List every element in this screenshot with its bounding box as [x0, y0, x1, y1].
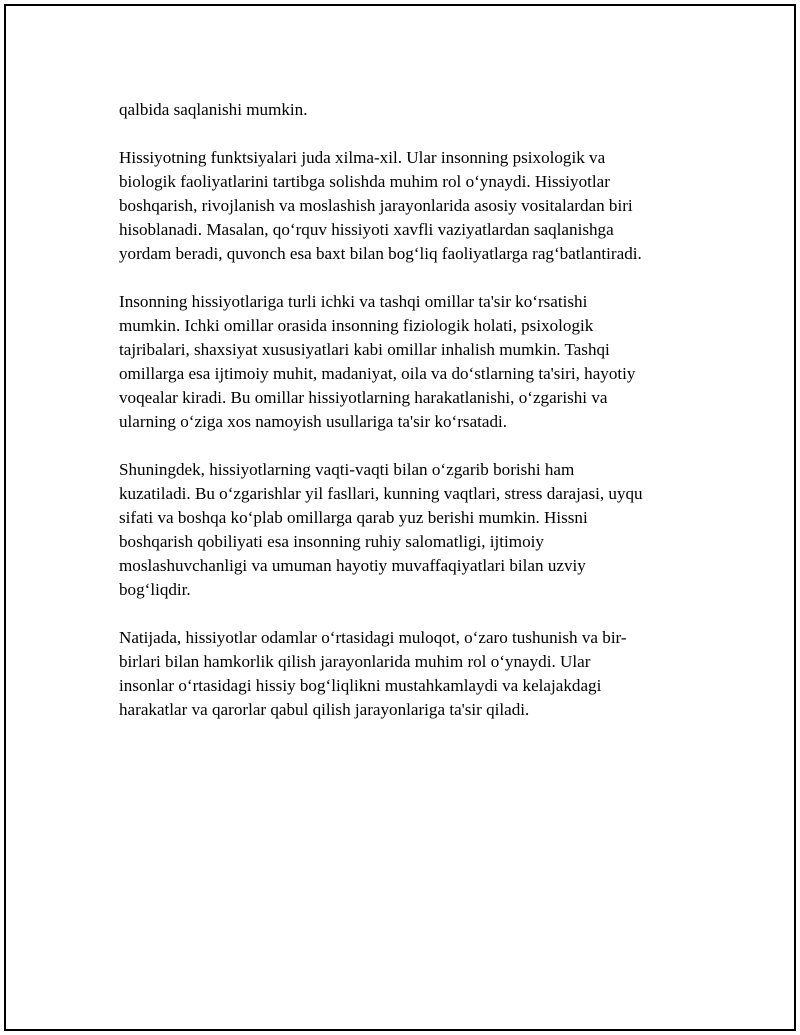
- text-line: mumkin. Ichki omillar orasida insonning fiziologik holati, psixologik: [119, 316, 594, 335]
- text-line: bog‘liqdir.: [119, 580, 191, 599]
- text-line: boshqarish, rivojlanish va moslashish jarayonlarida asosiy vositalardan biri: [119, 196, 633, 215]
- text-line: hisoblanadi. Masalan, qo‘rquv hissiyoti xavfli vaziyatlardan saqlanishga: [119, 220, 614, 239]
- text-line: birlari bilan hamkorlik qilish jarayonlarida muhim rol o‘ynaydi. Ular: [119, 652, 591, 671]
- text-line: ularning o‘ziga xos namoyish usullariga ta'sir ko‘rsatadi.: [119, 412, 508, 431]
- text-line: yordam beradi, quvonch esa baxt bilan bog‘liq faoliyatlarga rag‘batlantiradi.: [119, 244, 642, 263]
- text-line: Insonning hissiyotlariga turli ichki va tashqi omillar ta'sir ko‘rsatishi: [119, 292, 588, 311]
- text-line: sifati va boshqa ko‘plab omillarga qarab yuz berishi mumkin. Hissni: [119, 508, 588, 527]
- text-line: kuzatiladi. Bu o‘zgarishlar yil fasllari, kunning vaqtlari, stress darajasi, uyqu: [119, 484, 643, 503]
- text-line: voqealar kiradi. Bu omillar hissiyotlarning harakatlanishi, o‘zgarishi va: [119, 388, 608, 407]
- text-line: Shuningdek, hissiyotlarning vaqti-vaqti bilan o‘zgarib borishi ham: [119, 460, 575, 479]
- text-line: omillarga esa ijtimoiy muhit, madaniyat, oila va do‘stlarning ta'siri, hayotiy: [119, 364, 636, 383]
- paragraph-5: [119, 626, 694, 722]
- text-line: boshqarish qobiliyati esa insonning ruhiy salomatligi, ijtimoiy: [119, 532, 544, 551]
- page-body: [119, 98, 694, 746]
- paragraph-2: [119, 146, 694, 266]
- text-line: moslashuvchanligi va umuman hayotiy muvaffaqiyatlari bilan uzviy: [119, 556, 586, 575]
- text-line: qalbida saqlanishi mumkin.: [119, 100, 308, 119]
- text-line: harakatlar va qarorlar qabul qilish jarayonlariga ta'sir qiladi.: [119, 700, 530, 719]
- paragraph-3: [119, 290, 694, 434]
- paragraph-4: [119, 458, 694, 602]
- text-line: biologik faoliyatlarini tartibga solishda muhim rol o‘ynaydi. Hissiyotlar: [119, 172, 610, 191]
- text-line: Hissiyotning funktsiyalari juda xilma-xil. Ular insonning psixologik va: [119, 148, 606, 167]
- page-frame: [4, 4, 796, 1031]
- text-line: Natijada, hissiyotlar odamlar o‘rtasidagi muloqot, o‘zaro tushunish va bir-: [119, 628, 627, 647]
- text-line: insonlar o‘rtasidagi hissiy bog‘liqlikni mustahkamlaydi va kelajakdagi: [119, 676, 602, 695]
- paragraph-1: [119, 98, 694, 122]
- text-line: tajribalari, shaxsiyat xususiyatlari kabi omillar inhalish mumkin. Tashqi: [119, 340, 610, 359]
